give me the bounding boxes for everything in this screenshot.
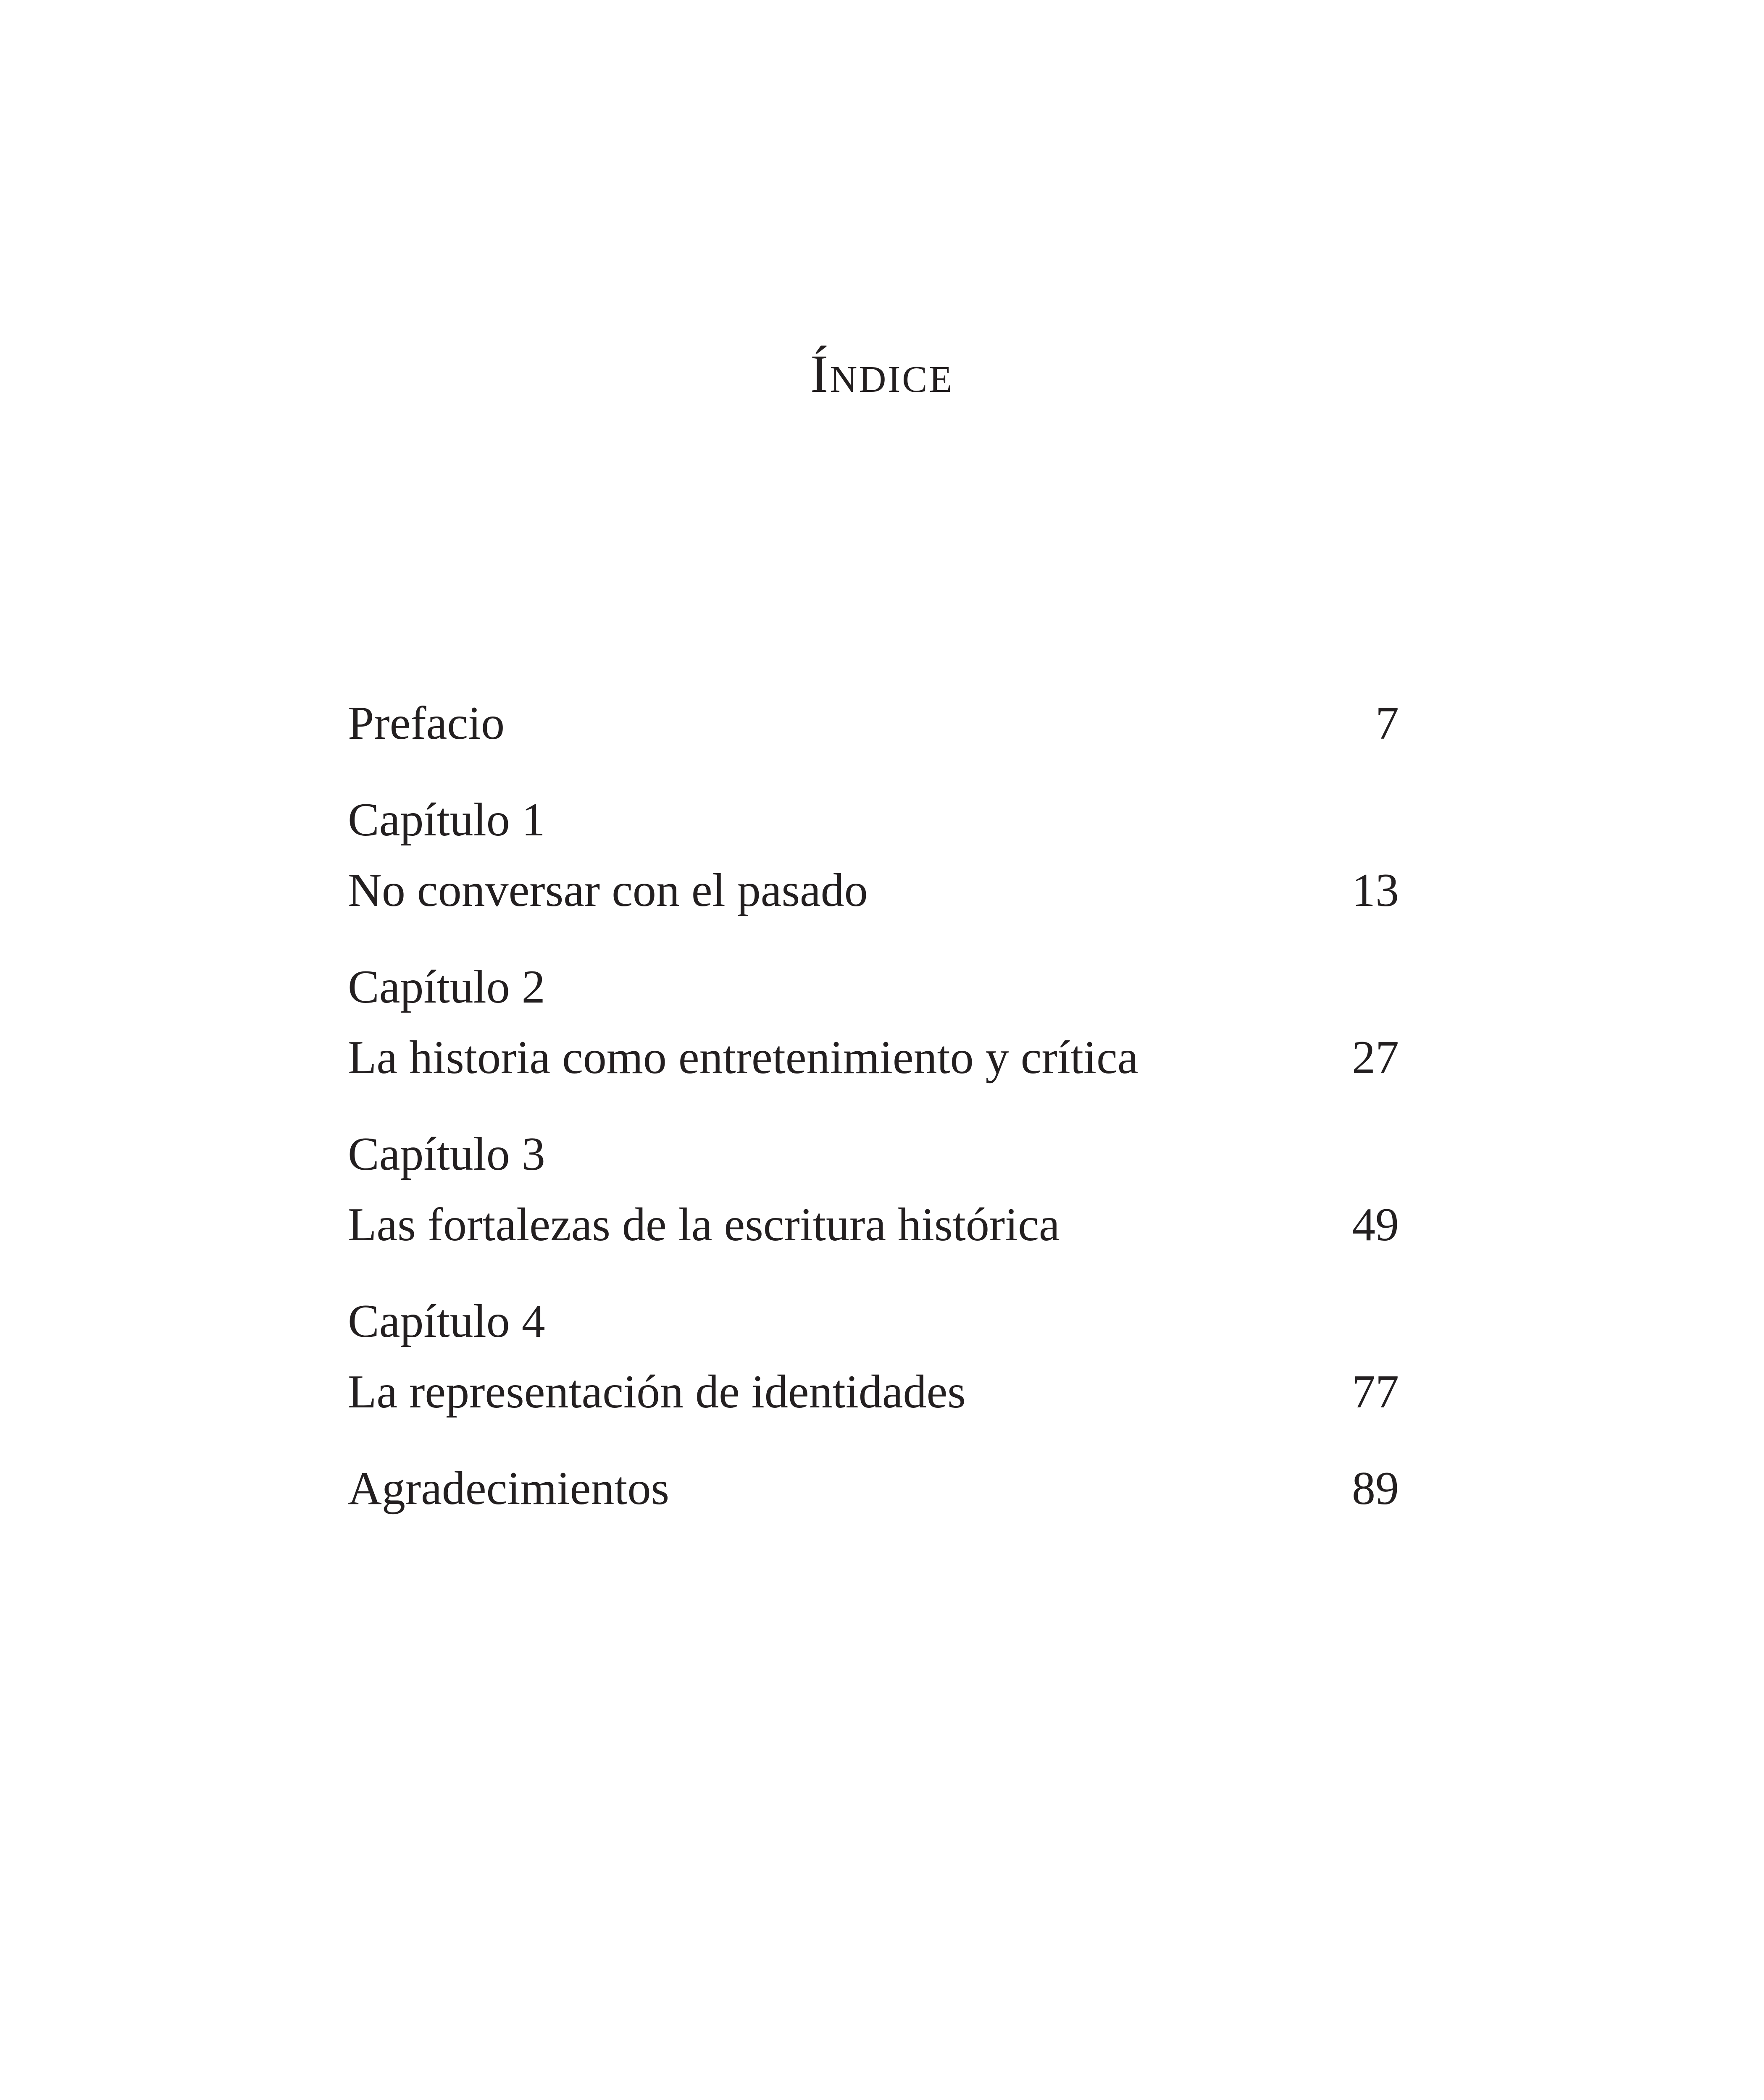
entry-title: La historia como entretenimiento y crítica bbox=[348, 1032, 1138, 1084]
chapter-heading: Capítulo 2 bbox=[348, 961, 545, 1013]
toc-entry-chapter-2 bbox=[348, 952, 1399, 1093]
entry-title: La representación de identidades bbox=[348, 1366, 966, 1418]
entry-page: 77 bbox=[1352, 1366, 1399, 1418]
table-of-contents bbox=[348, 688, 1399, 1524]
entry-page: 27 bbox=[1352, 1032, 1399, 1084]
entry-title: No conversar con el pasado bbox=[348, 864, 868, 916]
toc-entry-prefacio bbox=[348, 688, 1399, 759]
chapter-heading: Capítulo 3 bbox=[348, 1128, 545, 1180]
entry-title: Las fortalezas de la escritura histórica bbox=[348, 1199, 1060, 1251]
toc-entry-chapter-4 bbox=[348, 1286, 1399, 1427]
chapter-heading: Capítulo 1 bbox=[348, 794, 545, 846]
chapter-heading: Capítulo 4 bbox=[348, 1295, 545, 1347]
entry-title: Prefacio bbox=[348, 697, 505, 749]
toc-entry-agradecimientos bbox=[348, 1453, 1399, 1524]
entry-page: 7 bbox=[1375, 697, 1399, 749]
entry-page: 89 bbox=[1352, 1462, 1399, 1515]
entry-page: 49 bbox=[1352, 1199, 1399, 1251]
entry-page: 13 bbox=[1352, 864, 1399, 916]
toc-entry-chapter-1 bbox=[348, 785, 1399, 926]
toc-entry-chapter-3 bbox=[348, 1119, 1399, 1260]
page-title: Índice bbox=[810, 344, 954, 404]
entry-title: Agradecimientos bbox=[348, 1462, 670, 1515]
